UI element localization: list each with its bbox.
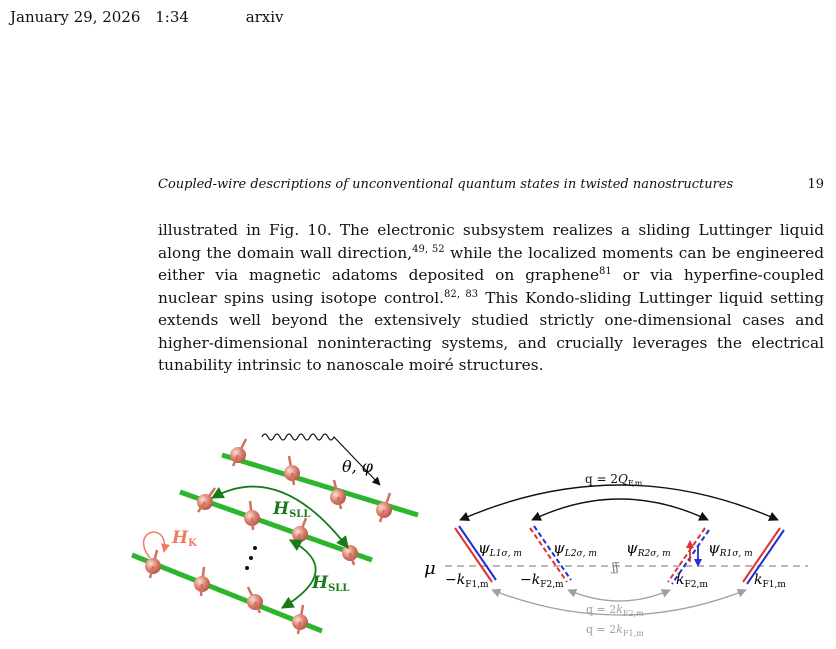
spin <box>197 488 215 512</box>
q-bottom-label: $q = 2k_{F1,m}$ <box>586 623 644 638</box>
running-head-title: Coupled-wire descriptions of unconventional quantum states in twisted nanostructures <box>158 177 734 192</box>
spin <box>194 567 210 596</box>
header-date: January 29, 2026 <box>10 8 141 26</box>
psi-r1-label: $\psi_{R1\sigma, m}$ <box>708 539 753 559</box>
psi-l2-label: $\psi_{L2\sigma, m}$ <box>553 539 597 559</box>
q-mid-arrow <box>568 590 670 601</box>
k-r1-label: $k_{F1,m}$ <box>754 572 786 590</box>
q-top-arrow-inner <box>532 499 708 520</box>
header-time: 1:34 <box>155 8 189 26</box>
q-top-label: $q = 2Q_{F,m}$ <box>585 472 643 488</box>
header-journal: arxiv <box>245 8 284 26</box>
paragraph-text-4: This Kondo-sliding Luttinger liquid setting extends well beyond the extensively studied strictly one-dimensional cases and higher-dimensional noninteracting systems, and crucially leverages the electrical tunability intrinsic to nanoscale moiré structures. <box>158 288 825 374</box>
angle-label: θ, φ <box>342 457 374 476</box>
q-top-arrow-outer <box>460 485 778 520</box>
hsll-bottom-label: HSLL <box>312 573 350 594</box>
break-mark: ʃʃ <box>612 560 619 574</box>
mu-label: μ <box>424 558 436 579</box>
k-r2-label: $k_{F2,m}$ <box>676 572 708 590</box>
psi-l1-label: $\psi_{L1\sigma, m}$ <box>478 539 522 559</box>
k-l2-label: $-k_{F2,m}$ <box>520 572 564 590</box>
band-r2 <box>668 528 709 584</box>
hk-loop-arrow <box>144 532 165 558</box>
spin <box>292 605 308 634</box>
spin <box>244 501 260 530</box>
hk-label: HK <box>172 528 197 549</box>
q-mid-label: $q = 2k_{F2,m}$ <box>586 603 644 618</box>
paragraph-text-3: or via hyperfine-coupled nuclear spins using isotope control. <box>158 266 824 307</box>
citation-2: 81 <box>599 265 612 277</box>
spin <box>330 480 346 509</box>
citation-3: 82, 83 <box>444 288 479 300</box>
psi-r2-label: $\psi_{R2\sigma, m}$ <box>626 539 671 559</box>
paragraph-text-2: while the localized moments can be engineered either via magnetic adatoms deposited on graphene <box>158 243 824 284</box>
ellipsis-dots <box>245 546 257 570</box>
spin <box>342 537 358 565</box>
spin-up-arrow-head <box>686 540 694 548</box>
page-number: 19 <box>807 177 824 192</box>
hsll-bottom-arrow <box>282 540 316 608</box>
k-l1-label: $-k_{F1,m}$ <box>445 572 489 590</box>
hsll-top-label: HSLL <box>273 499 311 520</box>
paragraph-text-1: illustrated in Fig. 10. The electronic subsystem realizes a sliding Luttinger liquid along the domain wall direction, <box>158 221 824 262</box>
citation-1: 49, 52 <box>412 243 445 255</box>
spin <box>376 493 392 522</box>
